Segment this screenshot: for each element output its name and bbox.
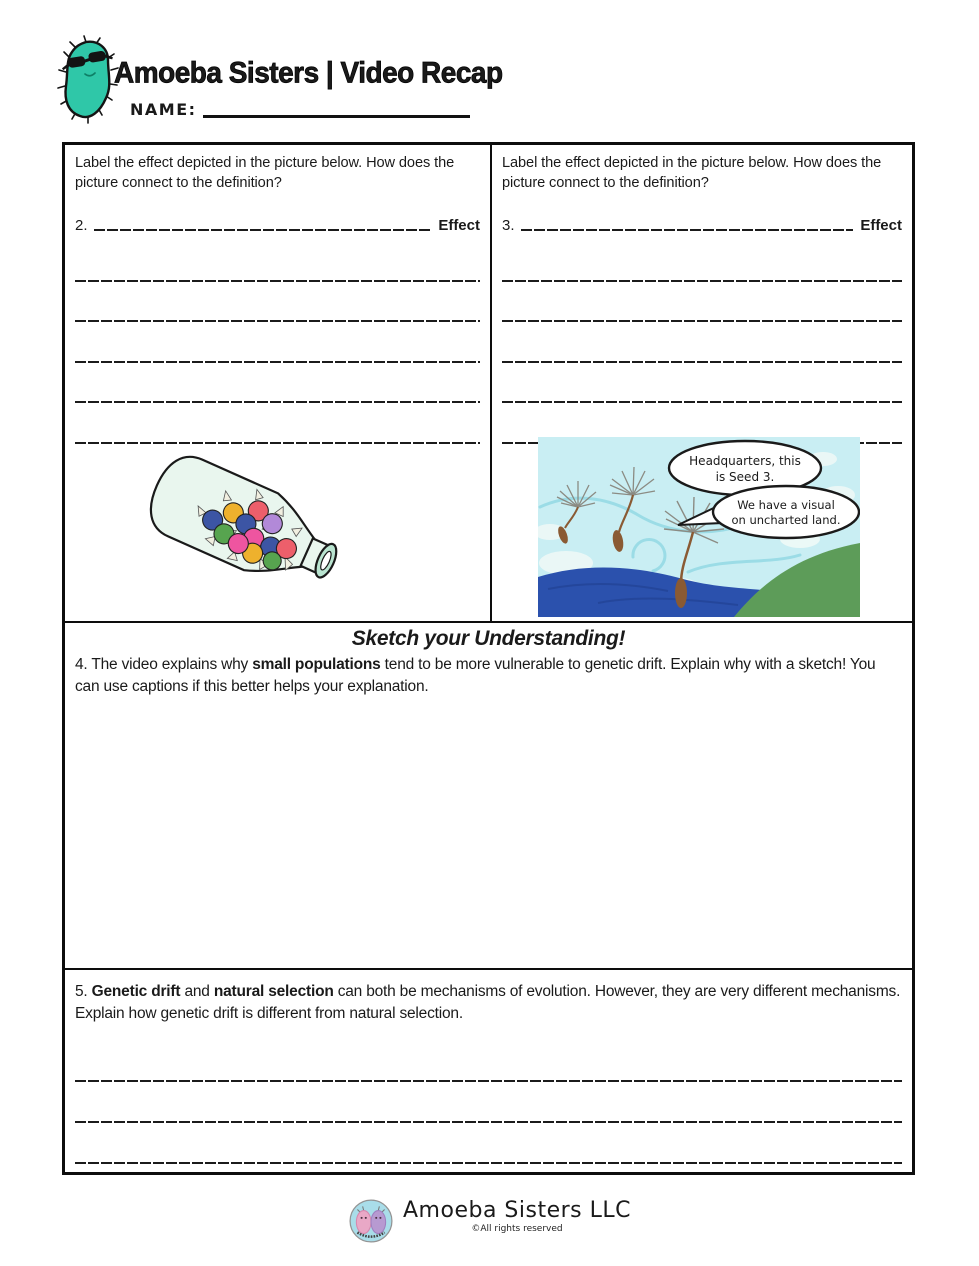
answer-line <box>75 363 480 404</box>
question-4-pre: 4. The video explains why <box>75 656 253 673</box>
question-5-mid: and <box>180 983 214 1000</box>
question-5-post: can both be mechanisms of evolution. However, they are very different mechanisms. Explain how genetic drift is different from natural selection. <box>75 983 901 1022</box>
name-blank-line <box>203 115 470 118</box>
question-5-section <box>65 970 912 1172</box>
question-2-writing-lines <box>75 241 480 444</box>
answer-line <box>75 403 480 444</box>
question-2-answer-line <box>75 217 480 234</box>
answer-line <box>75 282 480 323</box>
question-5-text <box>75 981 902 1025</box>
svg-text:is Seed 3.: is Seed 3. <box>715 470 775 484</box>
answer-line <box>75 322 480 363</box>
question-4-bold-term: small populations <box>252 656 381 673</box>
answer-line <box>75 1082 902 1123</box>
question-5-pre: 5. <box>75 983 92 1000</box>
question-4-text <box>75 654 902 698</box>
worksheet-table <box>62 142 915 1175</box>
sketch-blank-area <box>75 698 902 948</box>
dandelion-seeds-image <box>538 437 860 617</box>
name-field-row <box>130 100 470 119</box>
svg-text:We have a visual: We have a visual <box>737 498 835 512</box>
answer-line <box>75 241 480 282</box>
question-3-cell <box>492 145 912 621</box>
question-3-number: 3. <box>502 217 515 235</box>
effects-row <box>65 145 912 623</box>
footer-rights: ©All rights reserved <box>471 1224 563 1234</box>
answer-line <box>75 1123 902 1164</box>
question-3-answer-line <box>502 217 902 234</box>
question-3-prompt: Label the effect depicted in the picture below. How does the picture connect to the definition? <box>502 155 882 192</box>
answer-line <box>502 363 902 404</box>
svg-text:on uncharted land.: on uncharted land. <box>731 513 841 527</box>
amoeba-sisters-logo-icon <box>348 1198 394 1244</box>
effect-label: Effect <box>438 217 480 235</box>
question-4-post: tend to be more vulnerable to genetic drift. Explain why with a sketch! You can use captions if this better helps your explanation. <box>75 656 876 695</box>
answer-line <box>502 241 902 282</box>
answer-line <box>502 322 902 363</box>
question-5-writing-lines <box>75 1041 902 1164</box>
answer-line <box>502 282 902 323</box>
sketch-section-title: Sketch your Understanding! <box>351 627 626 650</box>
sketch-section <box>65 623 912 970</box>
svg-text:Headquarters, this: Headquarters, this <box>689 454 801 468</box>
bottle-of-candies-image <box>123 451 345 617</box>
name-label: NAME: <box>130 100 197 119</box>
blank-underscore-line <box>521 229 854 231</box>
question-3-writing-lines <box>502 241 902 444</box>
question-5-bold-term-2: natural selection <box>213 983 334 1000</box>
footer-company-name: Amoeba Sisters LLC <box>403 1198 631 1223</box>
answer-line <box>75 1041 902 1082</box>
blank-underscore-line <box>94 229 432 231</box>
question-5-bold-term-1: Genetic drift <box>91 983 181 1000</box>
effect-label: Effect <box>860 217 902 235</box>
page-title: Amoeba Sisters | Video Recap <box>114 56 503 89</box>
question-2-cell <box>65 145 492 621</box>
question-2-number: 2. <box>75 217 88 235</box>
question-2-prompt: Label the effect depicted in the picture below. How does the picture connect to the definition? <box>75 155 455 192</box>
footer <box>0 1198 979 1244</box>
